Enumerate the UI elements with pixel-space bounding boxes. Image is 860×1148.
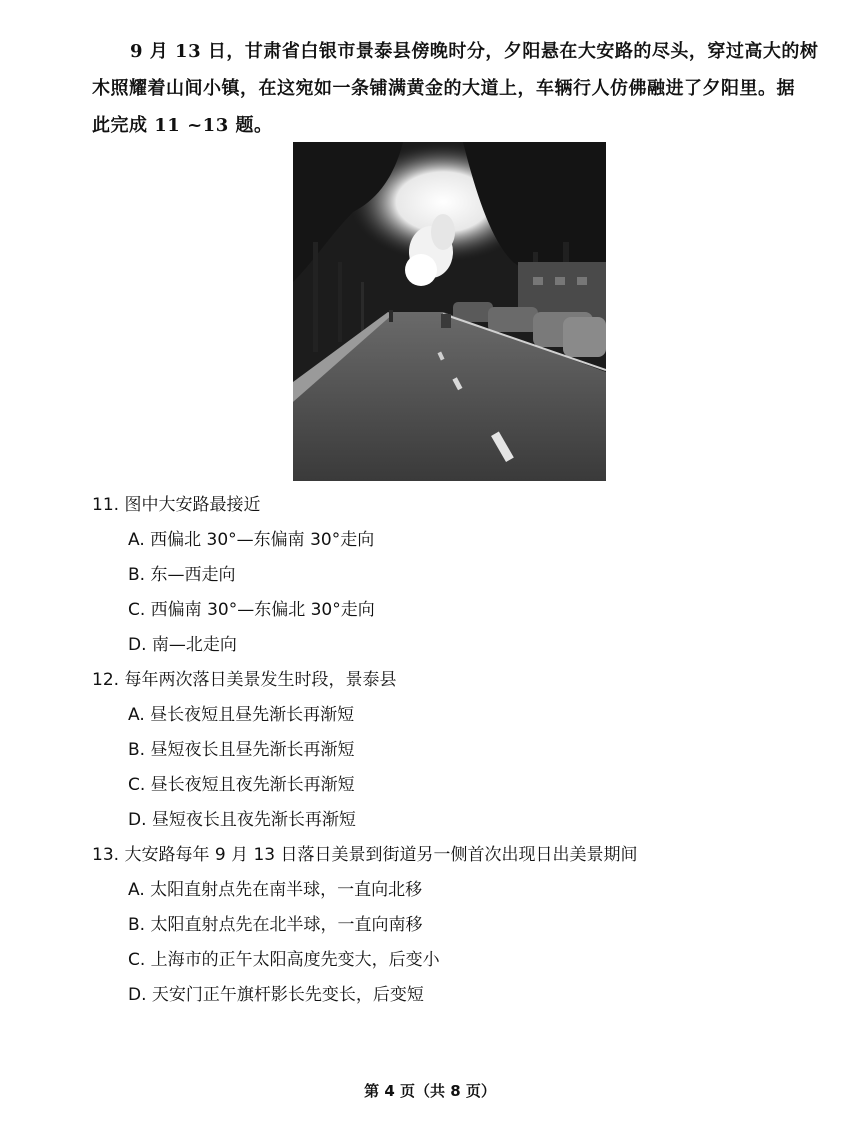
page-footer: 第 4 页（共 8 页）: [364, 1082, 496, 1100]
passage-intro: [92, 33, 819, 144]
question-13-stem: 13. 大安路每年 9 月 13 日落日美景到街道另一侧首次出现日出美景期间: [92, 845, 638, 865]
photo-illustration: [293, 142, 606, 481]
question-13-option-a: A. 太阳直射点先在南半球，一直向北移: [128, 880, 423, 900]
question-11-stem: 11. 图中大安路最接近: [92, 495, 261, 515]
question-12-option-d: D. 昼短夜长且夜先渐长再渐短: [128, 810, 356, 830]
sunset-street-photo: [293, 142, 606, 481]
question-12-stem: 12. 每年两次落日美景发生时段，景泰县: [92, 670, 397, 690]
question-13-option-d: D. 天安门正午旗杆影长先变长，后变短: [128, 985, 424, 1005]
question-11-option-c: C. 西偏南 30°—东偏北 30°走向: [128, 600, 375, 620]
question-12-option-a: A. 昼长夜短且昼先渐长再渐短: [128, 705, 355, 725]
question-11-option-b: B. 东—西走向: [128, 565, 236, 585]
question-11-option-d: D. 南—北走向: [128, 635, 237, 655]
question-13-option-b: B. 太阳直射点先在北半球，一直向南移: [128, 915, 423, 935]
passage-line-3: 此完成 11 ~13 题。: [92, 115, 273, 136]
passage-line-1: 9 月 13 日，甘肃省白银市景泰县傍晚时分，夕阳悬在大安路的尽头，穿过高大的树: [130, 41, 819, 62]
question-12-option-b: B. 昼短夜长且昼先渐长再渐短: [128, 740, 355, 760]
question-12-option-c: C. 昼长夜短且夜先渐长再渐短: [128, 775, 355, 795]
question-11-option-a: A. 西偏北 30°—东偏南 30°走向: [128, 530, 375, 550]
question-13-option-c: C. 上海市的正午太阳高度先变大，后变小: [128, 950, 440, 970]
passage-line-2: 木照耀着山间小镇，在这宛如一条铺满黄金的大道上，车辆行人仿佛融进了夕阳里。据: [92, 78, 795, 99]
